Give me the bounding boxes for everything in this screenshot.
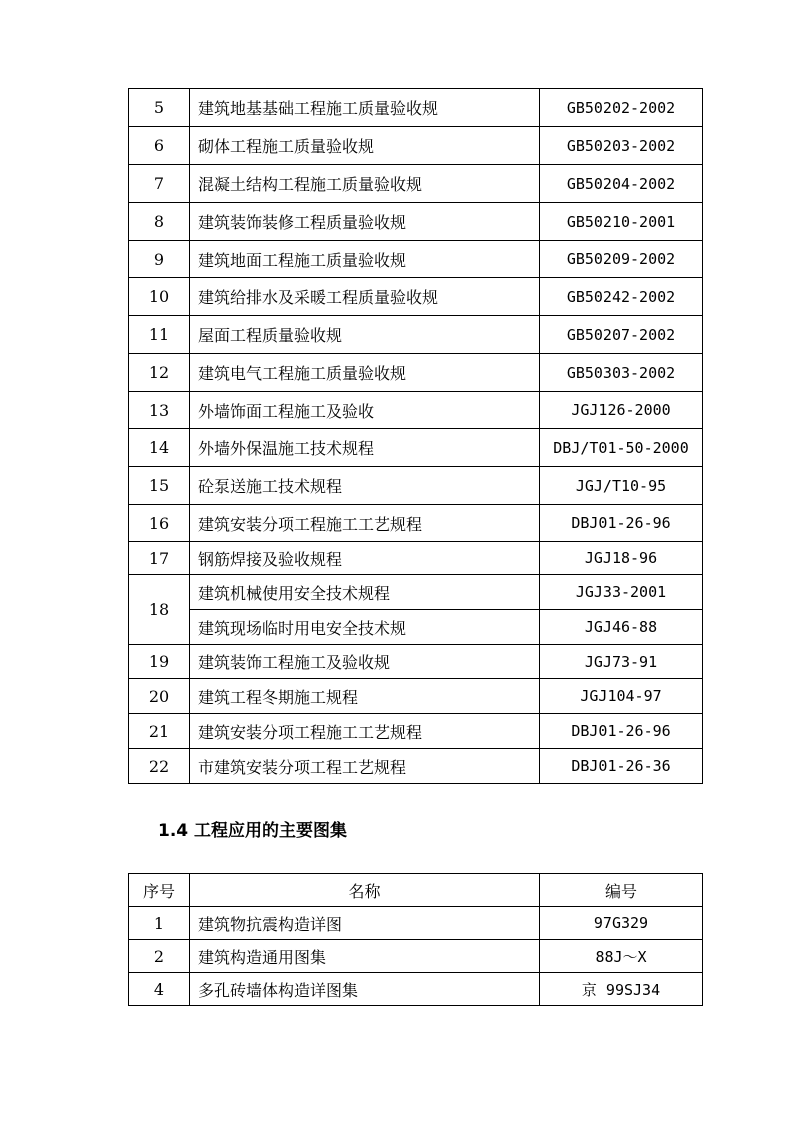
standard-name: 建筑现场临时用电安全技术规 — [190, 610, 540, 645]
table-row — [129, 127, 703, 165]
table-row — [129, 203, 703, 241]
row-number: 7 — [129, 165, 190, 203]
table-row — [129, 542, 703, 575]
standard-code: JGJ/T10-95 — [540, 467, 703, 505]
table-row — [129, 392, 703, 429]
atlas-code: 97G329 — [540, 907, 703, 940]
row-number: 8 — [129, 203, 190, 241]
row-number: 5 — [129, 89, 190, 127]
table-row — [129, 714, 703, 749]
row-number: 13 — [129, 392, 190, 429]
row-number: 22 — [129, 749, 190, 784]
table-row — [129, 467, 703, 505]
standard-name: 外墙外保温施工技术规程 — [190, 429, 540, 467]
column-header-number: 序号 — [129, 874, 190, 907]
row-number: 21 — [129, 714, 190, 749]
row-number: 6 — [129, 127, 190, 165]
column-header-name: 名称 — [190, 874, 540, 907]
standard-name: 建筑电气工程施工质量验收规 — [190, 354, 540, 392]
row-number: 16 — [129, 505, 190, 542]
row-number: 9 — [129, 241, 190, 278]
table-row — [129, 354, 703, 392]
row-number: 19 — [129, 645, 190, 679]
table-row — [129, 973, 703, 1006]
row-number: 1 — [129, 907, 190, 940]
standard-name: 屋面工程质量验收规 — [190, 316, 540, 354]
standard-name: 建筑装饰工程施工及验收规 — [190, 645, 540, 679]
standards-table — [128, 88, 703, 784]
table-row — [129, 278, 703, 316]
standard-code: GB50202-2002 — [540, 89, 703, 127]
table-row — [129, 749, 703, 784]
standard-code: DBJ01-26-96 — [540, 505, 703, 542]
standard-name: 建筑地面工程施工质量验收规 — [190, 241, 540, 278]
table-row — [129, 89, 703, 127]
row-number: 10 — [129, 278, 190, 316]
atlas-name: 多孔砖墙体构造详图集 — [190, 973, 540, 1006]
table-header-row — [129, 874, 703, 907]
row-number: 18 — [129, 575, 190, 645]
row-number: 20 — [129, 679, 190, 714]
row-number: 2 — [129, 940, 190, 973]
standard-code: JGJ33-2001 — [540, 575, 703, 610]
standard-code: GB50242-2002 — [540, 278, 703, 316]
standard-code: DBJ01-26-36 — [540, 749, 703, 784]
table-row — [129, 610, 703, 645]
standard-name: 建筑装饰装修工程质量验收规 — [190, 203, 540, 241]
standard-name: 建筑机械使用安全技术规程 — [190, 575, 540, 610]
standard-code: JGJ73-91 — [540, 645, 703, 679]
standard-code: GB50210-2001 — [540, 203, 703, 241]
atlas-name: 建筑构造通用图集 — [190, 940, 540, 973]
atlas-name: 建筑物抗震构造详图 — [190, 907, 540, 940]
standard-code: JGJ46-88 — [540, 610, 703, 645]
standard-code: JGJ104-97 — [540, 679, 703, 714]
table-row — [129, 679, 703, 714]
standard-name: 建筑给排水及采暖工程质量验收规 — [190, 278, 540, 316]
standard-name: 砌体工程施工质量验收规 — [190, 127, 540, 165]
column-header-code: 编号 — [540, 874, 703, 907]
atlas-code: 88J～X — [540, 940, 703, 973]
row-number: 11 — [129, 316, 190, 354]
table-row — [129, 165, 703, 203]
standard-name: 钢筋焊接及验收规程 — [190, 542, 540, 575]
table-row — [129, 316, 703, 354]
table-row — [129, 645, 703, 679]
standard-name: 建筑地基基础工程施工质量验收规 — [190, 89, 540, 127]
standard-name: 砼泵送施工技术规程 — [190, 467, 540, 505]
standard-name: 建筑安装分项工程施工工艺规程 — [190, 505, 540, 542]
standard-code: GB50207-2002 — [540, 316, 703, 354]
standard-name: 建筑工程冬期施工规程 — [190, 679, 540, 714]
table-row — [129, 505, 703, 542]
section-heading: 1.4 工程应用的主要图集 — [158, 821, 348, 841]
row-number: 14 — [129, 429, 190, 467]
standard-code: GB50209-2002 — [540, 241, 703, 278]
standard-code: DBJ/T01-50-2000 — [540, 429, 703, 467]
row-number: 15 — [129, 467, 190, 505]
drawing-atlas-table — [128, 873, 703, 1006]
row-number: 17 — [129, 542, 190, 575]
table-row — [129, 241, 703, 278]
standard-code: GB50204-2002 — [540, 165, 703, 203]
standard-code: DBJ01-26-96 — [540, 714, 703, 749]
standard-code: GB50203-2002 — [540, 127, 703, 165]
standard-name: 混凝土结构工程施工质量验收规 — [190, 165, 540, 203]
standard-name: 市建筑安装分项工程工艺规程 — [190, 749, 540, 784]
table-row — [129, 907, 703, 940]
standard-code: GB50303-2002 — [540, 354, 703, 392]
standard-code: JGJ126-2000 — [540, 392, 703, 429]
row-number: 4 — [129, 973, 190, 1006]
row-number: 12 — [129, 354, 190, 392]
table-row — [129, 429, 703, 467]
table-row — [129, 575, 703, 610]
standard-name: 建筑安装分项工程施工工艺规程 — [190, 714, 540, 749]
standard-code: JGJ18-96 — [540, 542, 703, 575]
atlas-code: 京 99SJ34 — [540, 973, 703, 1006]
table-row — [129, 940, 703, 973]
standard-name: 外墙饰面工程施工及验收 — [190, 392, 540, 429]
